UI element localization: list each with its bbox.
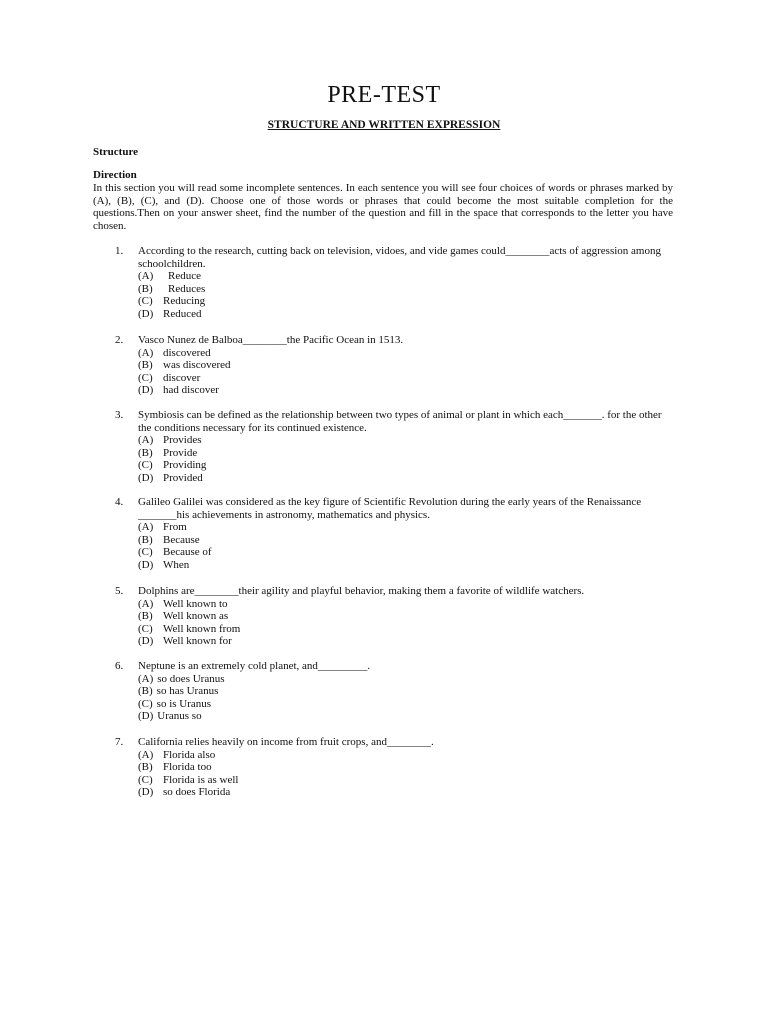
- option-text: discover: [163, 371, 201, 384]
- direction-paragraph: In this section you will read some incomplete sentences. In each sentence you will see four choices of words or phrases marked by (A), (B), (C), and (D). Choose one of those words or phrases that could become the most suitable completion for the questions.Then on your answer sheet, find the number of the question and fill in the space that corresponds to the letter you have chosen.: [93, 182, 673, 232]
- option-text: Provided: [163, 471, 203, 484]
- option-list: [138, 673, 675, 723]
- option-text: Florida is as well: [163, 773, 239, 786]
- option-letter: (A): [138, 521, 154, 534]
- option-text: Reduce: [168, 270, 201, 283]
- question-text: Symbiosis can be defined as the relationship between two types of animal or plant in which each_______. for the other the conditions necessary for its continued existence.: [138, 409, 662, 434]
- option-letter: (B): [138, 446, 153, 459]
- question-text: Dolphins are________their agility and playful behavior, making them a favorite of wildlife watchers.: [138, 585, 585, 597]
- option-letter: (B): [138, 282, 153, 295]
- question-text: Galileo Galilei was considered as the key figure of Scientific Revolution during the early years of the Renaissance _______his achievements in astronomy, mathematics and physics.: [138, 496, 642, 521]
- option-list: [138, 598, 675, 648]
- option-letter: (A): [138, 748, 154, 761]
- option-letter: (D): [138, 558, 154, 571]
- option-text: was discovered: [163, 359, 231, 372]
- question-number: 4.: [115, 496, 124, 508]
- option-text: Provides: [163, 434, 202, 447]
- question-number: 1.: [115, 245, 124, 257]
- question-text: Neptune is an extremely cold planet, and_________.: [138, 660, 371, 672]
- option-text: so is Uranus: [156, 697, 212, 710]
- option-text: Providing: [163, 459, 207, 472]
- direction-label: Direction: [93, 169, 137, 181]
- option-letter: (C): [138, 371, 153, 384]
- option-a: [138, 673, 675, 686]
- option-c: [138, 698, 675, 711]
- option-b: [138, 761, 675, 774]
- option-c: [138, 774, 675, 787]
- option-list: [138, 521, 675, 571]
- option-text: Reducing: [163, 295, 206, 308]
- option-text: Because of: [163, 546, 212, 559]
- question-1: [115, 245, 675, 321]
- option-letter: (A): [138, 434, 154, 447]
- section-heading: STRUCTURE AND WRITTEN EXPRESSION: [267, 119, 501, 131]
- option-text: discovered: [163, 346, 211, 359]
- option-letter: (D): [138, 471, 154, 484]
- option-letter: (B): [138, 761, 153, 774]
- option-letter: (A): [138, 346, 154, 359]
- option-letter: (D): [138, 384, 154, 397]
- question-text: California relies heavily on income from fruit crops, and________.: [138, 736, 434, 748]
- option-c: [138, 295, 675, 308]
- option-text: Well known from: [163, 622, 241, 635]
- option-letter: (B): [138, 610, 153, 623]
- option-letter: (C): [138, 459, 153, 472]
- option-d: [138, 635, 675, 648]
- question-number: 6.: [115, 660, 124, 672]
- option-letter: (A): [138, 270, 154, 283]
- option-letter: (D): [138, 307, 154, 320]
- option-text: From: [163, 521, 187, 534]
- option-a: [138, 521, 675, 534]
- question-number: 2.: [115, 334, 124, 346]
- option-letter: (D): [138, 710, 154, 723]
- question-number: 7.: [115, 736, 124, 748]
- option-list: [138, 347, 675, 397]
- option-letter: (C): [138, 546, 153, 559]
- structure-label: Structure: [93, 146, 139, 158]
- option-letter: (D): [138, 786, 154, 799]
- option-letter: (C): [138, 295, 153, 308]
- option-d: [138, 786, 675, 799]
- option-text: Florida also: [163, 748, 216, 761]
- option-b: [138, 359, 675, 372]
- option-list: [138, 749, 675, 799]
- option-letter: (C): [138, 697, 153, 710]
- option-letter: (B): [138, 359, 153, 372]
- option-text: Reduced: [163, 307, 202, 320]
- option-list: [138, 270, 675, 320]
- option-text: Well known for: [163, 635, 232, 648]
- question-text: Vasco Nunez de Balboa________the Pacific Ocean in 1513.: [138, 334, 404, 346]
- option-b: [138, 534, 675, 547]
- question-6: [115, 660, 675, 723]
- option-text: Reduces: [168, 282, 206, 295]
- option-d: [138, 384, 675, 397]
- option-text: Provide: [163, 446, 198, 459]
- question-number: 3.: [115, 409, 124, 421]
- option-list: [138, 434, 675, 484]
- option-c: [138, 372, 675, 385]
- option-letter: (C): [138, 773, 153, 786]
- option-b: [138, 685, 675, 698]
- option-b: [138, 283, 675, 296]
- option-letter: (B): [138, 685, 153, 698]
- option-letter: (A): [138, 672, 154, 685]
- option-d: [138, 308, 675, 321]
- question-5: [115, 585, 675, 648]
- option-text: Florida too: [163, 761, 212, 774]
- option-text: so does Uranus: [157, 672, 225, 685]
- question-4: [115, 496, 675, 572]
- question-7: [115, 736, 675, 799]
- page-title: PRE-TEST: [327, 82, 441, 108]
- option-letter: (C): [138, 622, 153, 635]
- option-c: [138, 546, 675, 559]
- option-b: [138, 610, 675, 623]
- option-letter: (A): [138, 597, 154, 610]
- option-d: [138, 559, 675, 572]
- option-a: [138, 598, 675, 611]
- option-a: [138, 434, 675, 447]
- option-text: had discover: [163, 384, 219, 397]
- option-text: When: [163, 558, 190, 571]
- question-text: According to the research, cutting back on television, vidoes, and vide games could________acts of aggression among schoolchildren.: [138, 245, 661, 270]
- option-c: [138, 623, 675, 636]
- option-text: Well known to: [163, 597, 228, 610]
- option-d: [138, 710, 675, 723]
- option-a: [138, 270, 675, 283]
- option-text: Because: [163, 533, 200, 546]
- option-letter: (D): [138, 635, 154, 648]
- option-letter: (B): [138, 533, 153, 546]
- option-text: so has Uranus: [156, 685, 219, 698]
- option-a: [138, 347, 675, 360]
- option-b: [138, 447, 675, 460]
- option-c: [138, 459, 675, 472]
- option-text: Well known as: [163, 610, 229, 623]
- question-number: 5.: [115, 585, 124, 597]
- question-3: [115, 409, 675, 485]
- question-2: [115, 334, 675, 397]
- option-text: so does Florida: [163, 786, 231, 799]
- option-text: Uranus so: [157, 710, 202, 723]
- option-d: [138, 472, 675, 485]
- option-a: [138, 749, 675, 762]
